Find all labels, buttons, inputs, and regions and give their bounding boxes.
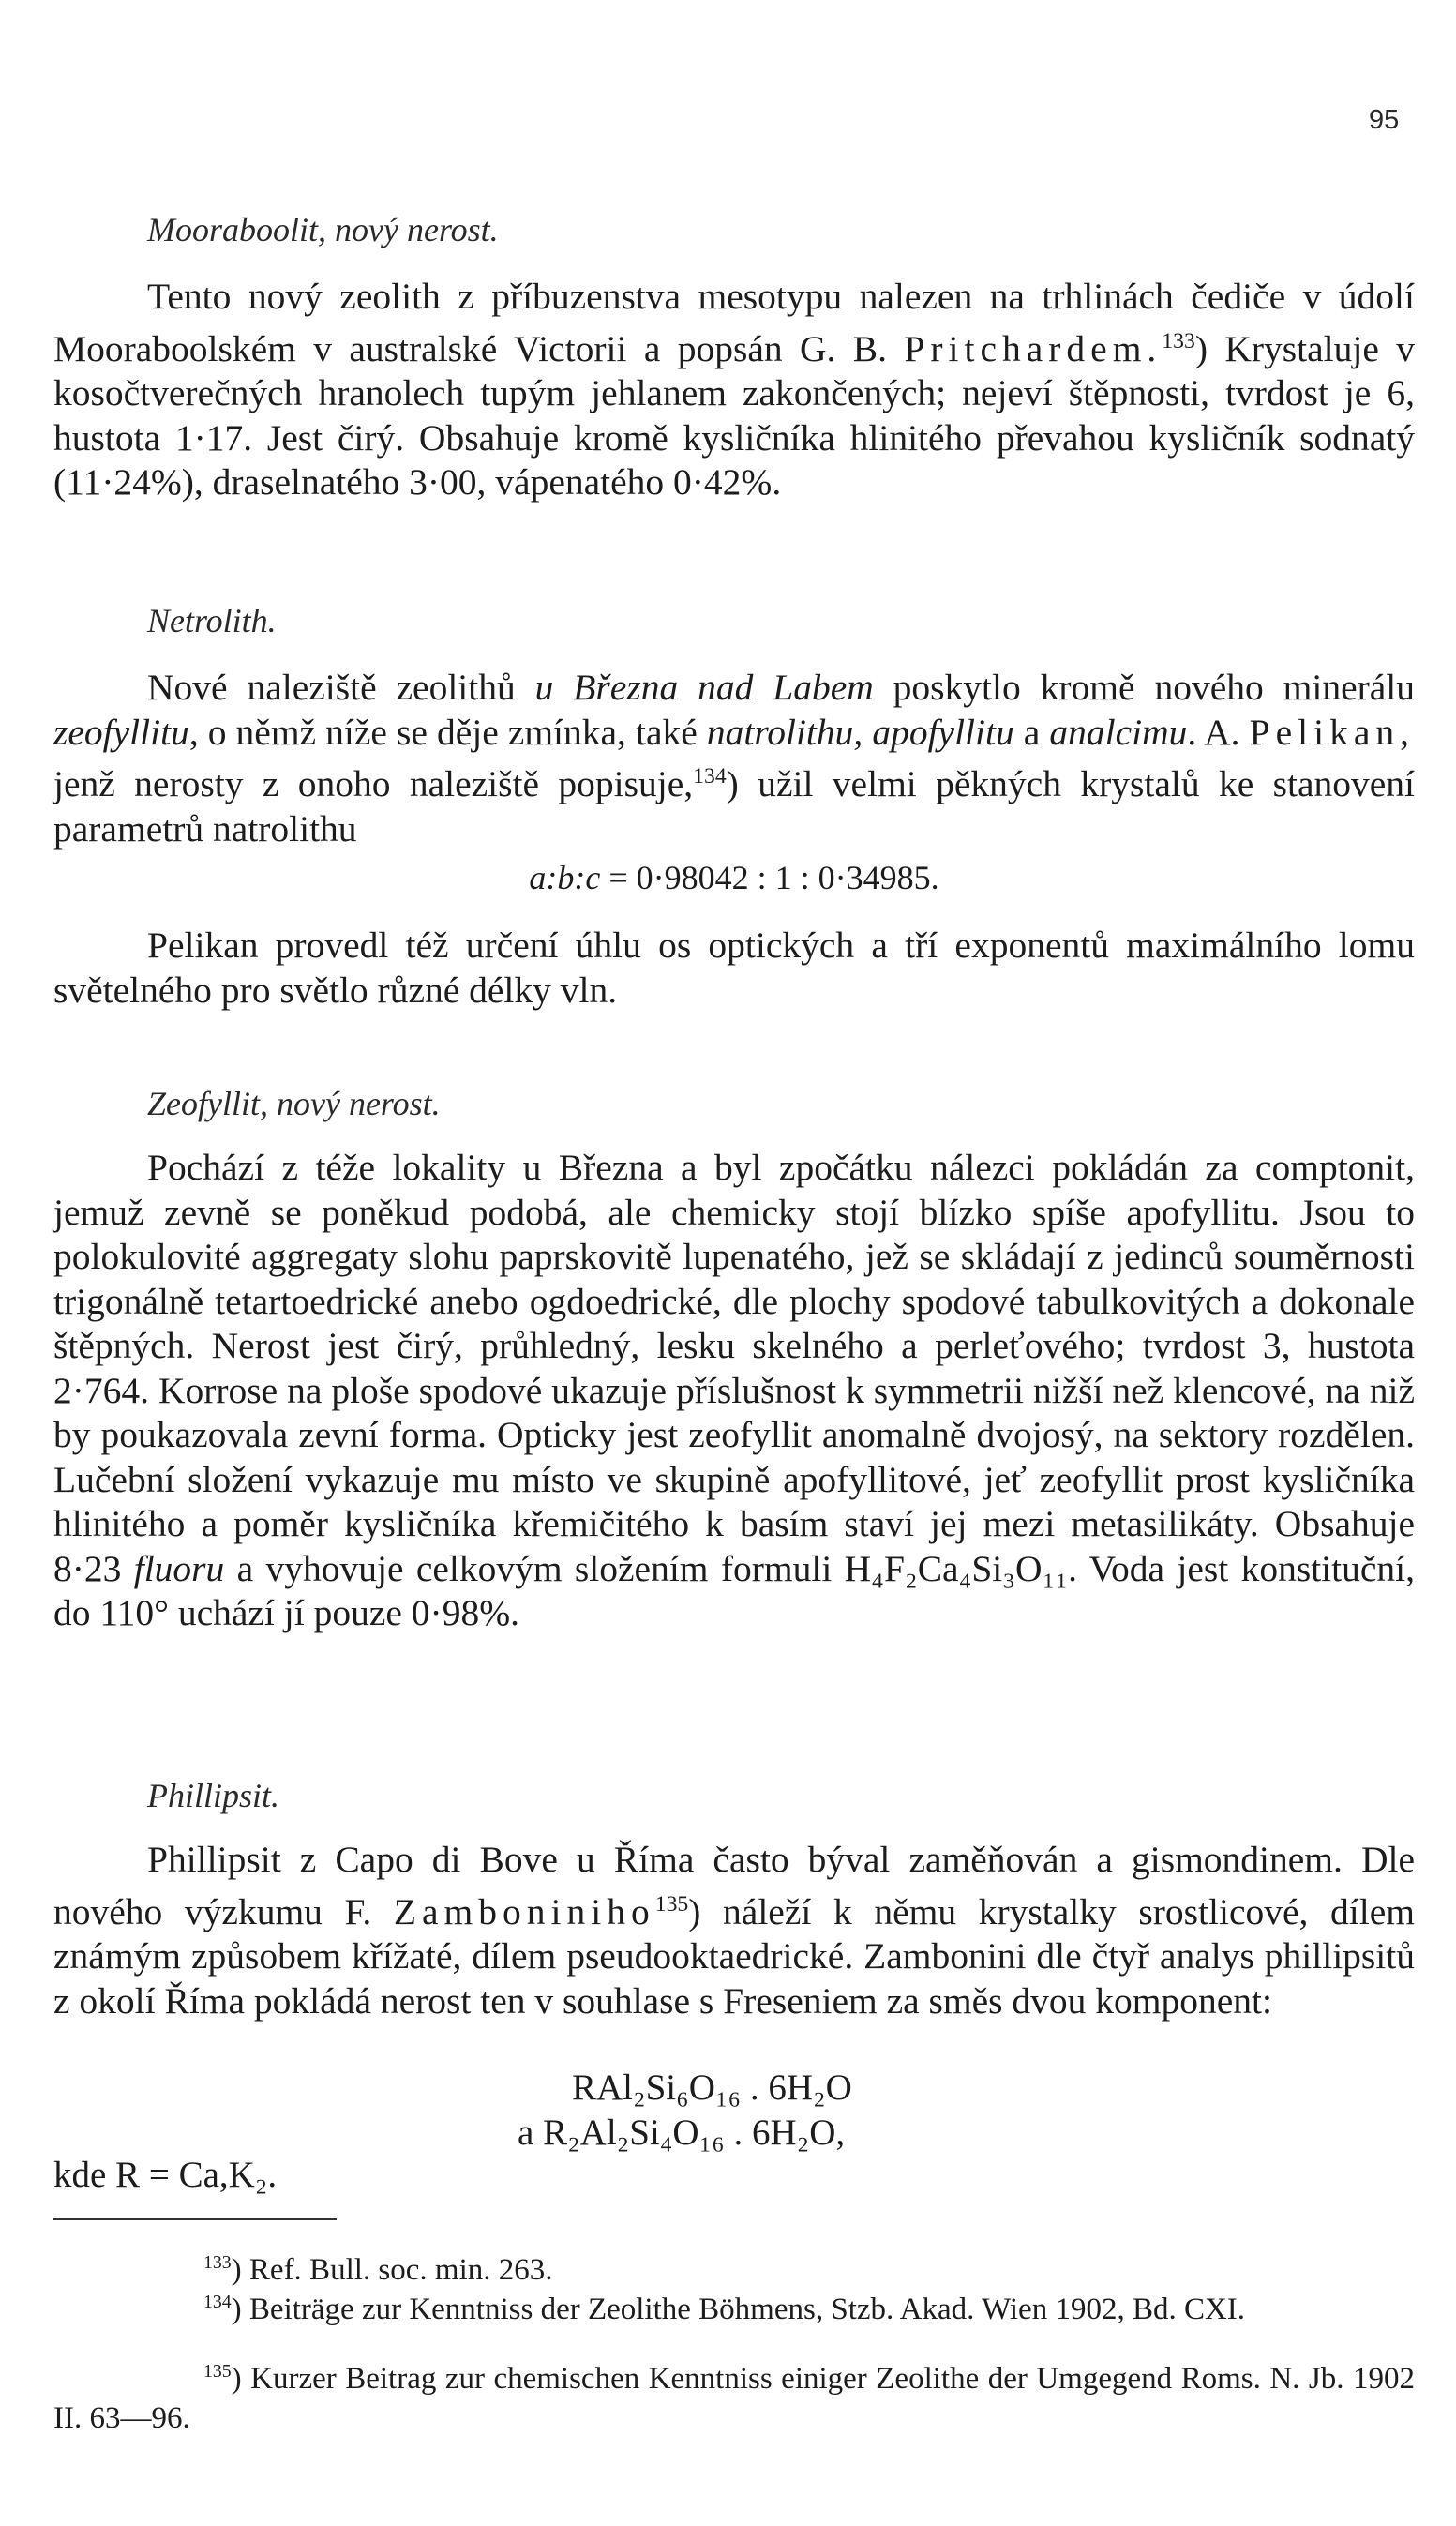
- section-phillipsit: [53, 1775, 1415, 1816]
- text: Phillipsit z Capo di Bove u Říma často býval zaměňován a gismondinem. Dle nového výzkumu F.: [53, 1839, 1415, 1932]
- italic-text: u Března nad Labem: [534, 667, 874, 708]
- paragraph: [53, 275, 1415, 505]
- footnote-134: [53, 2282, 1415, 2329]
- ratio-variables: a:b:c: [529, 859, 601, 896]
- footnote-text: ) Ref. Bull. soc. min. 263.: [231, 2253, 553, 2287]
- text: . A.: [1187, 711, 1240, 753]
- footnote-number: 135: [203, 2361, 232, 2382]
- axial-ratio: [53, 858, 1415, 897]
- footnote-number: 133: [203, 2252, 232, 2273]
- footnote-ref: 134: [693, 764, 727, 789]
- italic-text: fluoru: [133, 1547, 225, 1589]
- section-heading: Phillipsit.: [147, 1777, 280, 1814]
- footnote-135: [53, 2352, 1415, 2438]
- text: , o němž níže se děje zmínka, také: [188, 711, 707, 753]
- section-heading: Mooraboolit, nový nerost.: [147, 211, 499, 248]
- footnote-text: ) Kurzer Beitrag zur chemischen Kenntniss einiger Zeolithe der Umgegend Roms. N. Jb. 1902 II. 63—96.: [53, 2362, 1415, 2435]
- paragraph: [53, 666, 1415, 851]
- paragraph: [53, 1146, 1415, 1636]
- footnote: [53, 2282, 1415, 2329]
- paragraph-mooraboolit: [53, 275, 1415, 505]
- text: a vyhovuje celkovým složením formuli H₄F₂Ca₄Si₃O₁₁. Voda jest konstituční, do 110° uchází jí pouze 0·98%.: [53, 1547, 1415, 1633]
- paragraph-netrolith: [53, 666, 1415, 851]
- italic-text: analcimu: [1049, 711, 1188, 753]
- section-heading: Zeofyllit, nový nerost.: [147, 1085, 441, 1122]
- text: poskytlo kromě nového minerálu: [873, 667, 1416, 708]
- formula-2: a R₂Al₂Si₄O₁₆ . 6H₂O,: [518, 2113, 846, 2153]
- text: Pelikan provedl též určení úhlu os optických a tří exponentů maximálního lomu světelného pro světlo různé délky vln.: [53, 925, 1415, 1011]
- section-netrolith: [53, 600, 1415, 641]
- ratio-values: = 0·98042 : 1 : 0·34985.: [600, 859, 939, 896]
- paragraph-pelikan: [53, 924, 1415, 1013]
- author-name: Pelikan,: [1249, 711, 1415, 753]
- footnote: [53, 2352, 1415, 2438]
- paragraph-phillipsit: [53, 1838, 1415, 2023]
- footnote-divider: [53, 2218, 337, 2220]
- paragraph: [53, 1838, 1415, 2023]
- text: Pochází z téže lokality u Března a byl zpočátku nálezci pokládán za comptonit, jemuž zevně se poněkud podobá, ale chemicky stojí blízko spíše apofyllitu. Jsou to polokulovité aggregaty slohu paprskovitě lupenatého, jež se skládají z jedinců souměrnosti trigonálně tetartoedrické anebo ogdoedrické, dle plochy spodové tabulkovitých a dokonale štěpných. Nerost jest čirý, průhledný, lesku skelného a perleťového; tvrdost 3, hustota 2·764. Korrose na ploše spodové ukazuje příslušnost k symmetrii nižší než klencové, na niž by poukazovala zevní forma. Opticky jest zeofyllit anomalně dvojosý, na sektory rozdělen. Lučební složení vykazuje mu místo ve skupině apofyllitové, jeť zeofyllit prost kysličníka hlinitého a poměr kysličníka křemičitého k basím staví jej mezi metasilikáty. Obsahuje 8·23: [53, 1147, 1415, 1589]
- footnote-text: ) Beiträge zur Kenntniss der Zeolithe Böhmens, Stzb. Akad. Wien 1902, Bd. CXI.: [231, 2293, 1246, 2326]
- text: ) náleží k němu krystalky srostlicové, dílem známým způsobem křížaté, dílem pseudooktaedrické. Zambonini dle čtyř analys phillipsitů z okolí Říma pokládá nerost ten v souhlase s Freseniem za směs dvou komponent:: [53, 1890, 1416, 2022]
- text: Nové naleziště zeolithů: [147, 667, 535, 708]
- formula-kde: kde R = Ca,K₂.: [53, 2155, 278, 2195]
- formula-1: RAl₂Si₆O₁₆ . 6H₂O: [572, 2067, 852, 2108]
- section-mooraboolit: [53, 209, 1415, 250]
- text: Tento nový zeolith z příbuzenstva mesotypu nalezen na trhlinách čediče v údolí Mooraboolském v australské Victorii a popsán G. B.: [53, 276, 1415, 369]
- page-number: 95: [1369, 105, 1400, 135]
- section-heading: Netrolith.: [147, 602, 277, 639]
- paragraph-zeofyllit: [53, 1146, 1415, 1636]
- text: jenž nerosty z onoho naleziště popisuje,: [53, 763, 694, 805]
- text: ) Krystaluje v kosočtverečných hranolech tupým jehlanem zakončených; nejeví štěpnosti, tvrdost je 6, hustota 1·17. Jest čirý. Obsahuje kromě kysličníka hlinitého převahou kysličník sodnatý (11·24%), draselnatého 3·00, vápenatého 0·42%.: [53, 327, 1416, 504]
- italic-text: natrolithu, apofyllitu: [706, 711, 1014, 753]
- footnote-number: 134: [203, 2292, 232, 2312]
- ratio-line: [53, 858, 1415, 897]
- author-name: Zamboniniho: [393, 1890, 655, 1932]
- text: ) užil velmi pěkných krystalů ke stanovení parametrů natrolithu: [53, 763, 1415, 850]
- text: a: [1013, 711, 1050, 753]
- footnote-ref: 133: [1162, 328, 1195, 353]
- footnote-ref: 135: [654, 1891, 689, 1917]
- section-zeofyllit: [53, 1083, 1415, 1124]
- italic-text: zeofyllitu: [53, 711, 189, 753]
- author-name: Pritchardem.: [904, 327, 1163, 369]
- paragraph: [53, 924, 1415, 1013]
